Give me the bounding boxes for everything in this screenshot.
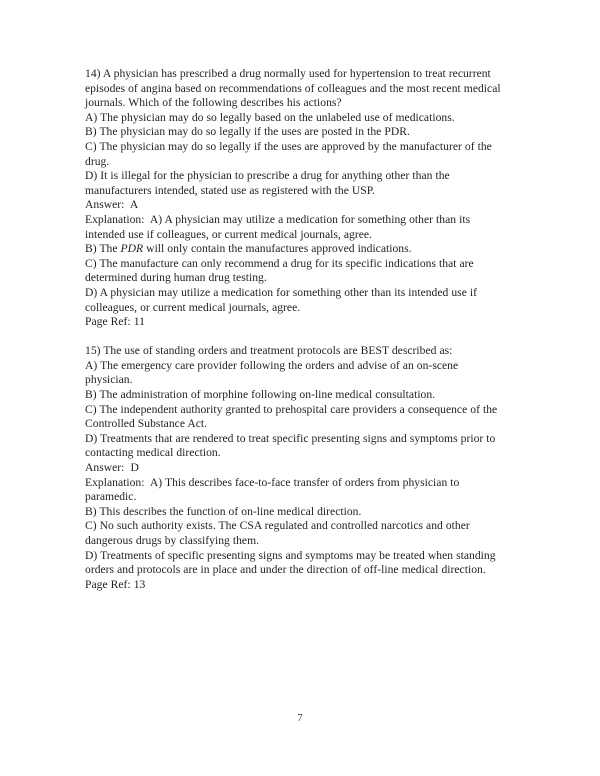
text-line: D) Treatments that are rendered to treat specific presenting signs and symptoms prior to: [85, 431, 496, 445]
text-line: 14) A physician has prescribed a drug normally used for hypertension to treat recurrent: [85, 67, 491, 80]
text-line: B) The administration of morphine following on-line medical consultation.: [85, 388, 436, 402]
document-text-body: [85, 67, 515, 592]
text-line: D) A physician may utilize a medication for something other than its intended use if: [85, 285, 478, 299]
text-line: paramedic.: [85, 490, 137, 504]
text-line: intended use if colleagues, or current medical journals, agree.: [85, 227, 372, 241]
text-line: D) It is illegal for the physician to prescribe a drug for anything other than the: [85, 169, 450, 183]
text-line: A) The physician may do so legally based on the unlabeled use of medications.: [85, 110, 455, 124]
text-line: Explanation: A) A physician may utilize a medication for something other than its: [85, 212, 471, 226]
text-line: A) The emergency care provider following the orders and advise of an on-scene: [85, 358, 459, 372]
text-line: drug.: [85, 154, 110, 168]
text-line: Answer: A: [85, 198, 139, 212]
text-line: D) Treatments of specific presenting signs and symptoms may be treated when standing: [85, 548, 496, 562]
page-number-footer: 7: [297, 713, 303, 724]
text-line: physician.: [85, 373, 133, 387]
text-line: Page Ref: 11: [85, 315, 145, 329]
text-line: Answer: D: [85, 461, 139, 475]
italic-term: PDR: [120, 242, 144, 256]
text-line: C) The independent authority granted to prehospital care providers a consequence of the: [85, 402, 498, 416]
text-line: 15) The use of standing orders and treatment protocols are BEST described as:: [85, 344, 453, 358]
text-line: determined during human drug testing.: [85, 271, 267, 285]
question-15: [85, 344, 515, 592]
text-line: C) The manufacture can only recommend a drug for its specific indications that are: [85, 256, 474, 270]
question-14: [85, 67, 515, 330]
text-line: B) The physician may do so legally if the uses are posted in the PDR.: [85, 125, 410, 139]
text-line: colleagues, or current medical journals, agree.: [85, 300, 301, 314]
text-line: Page Ref: 13: [85, 577, 146, 591]
text-line: B) This describes the function of on-line medical direction.: [85, 504, 362, 518]
text-line: Explanation: A) This describes face-to-face transfer of orders from physician to: [85, 475, 460, 489]
text-line: C) No such authority exists. The CSA regulated and controlled narcotics and other: [85, 519, 470, 533]
text-line: dangerous drugs by classifying them.: [85, 534, 260, 547]
text-line: Controlled Substance Act.: [85, 417, 208, 431]
text-line: orders and protocols are in place and under the direction of off-line medical direction.: [85, 563, 486, 577]
text-line: manufacturers intended, stated use as registered with the USP.: [85, 183, 375, 197]
text-line: B) The PDR will only contain the manufactures approved indications.: [85, 242, 412, 256]
text-line: journals. Which of the following describes his actions?: [85, 96, 342, 110]
text-line: contacting medical direction.: [85, 446, 221, 460]
text-line: episodes of angina based on recommendations of colleagues and the most recent medical: [85, 81, 501, 95]
text-line: C) The physician may do so legally if the uses are approved by the manufacturer of the: [85, 139, 492, 153]
